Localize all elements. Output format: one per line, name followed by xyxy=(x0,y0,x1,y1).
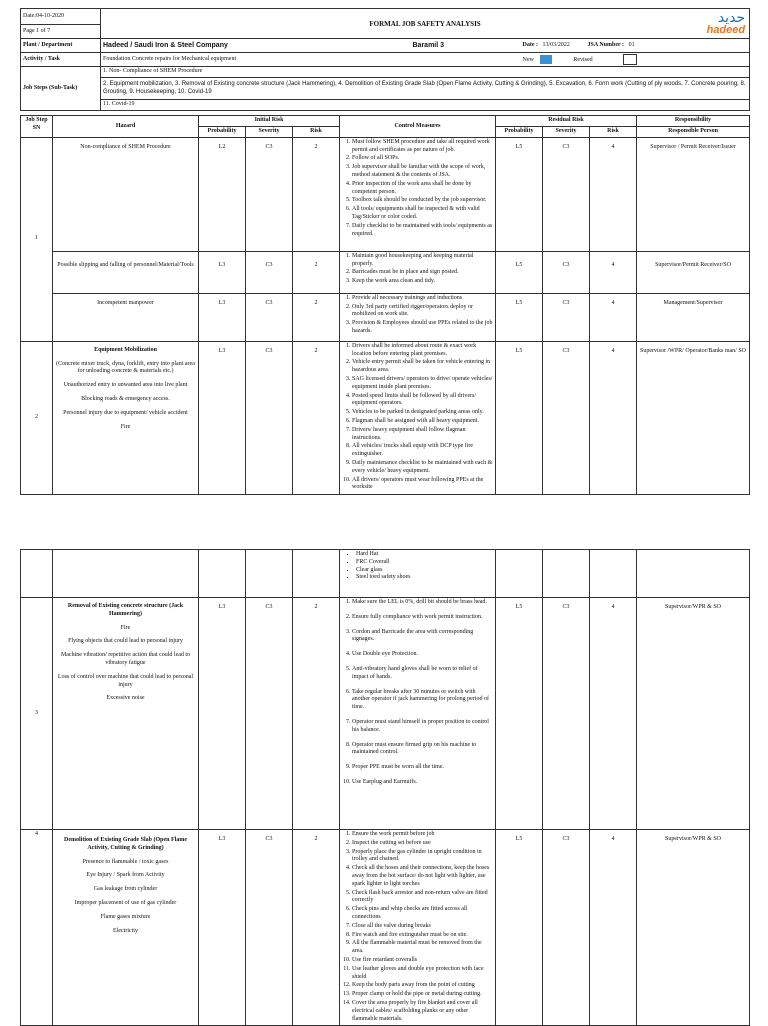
activity-label: Activity / Task xyxy=(21,53,101,67)
res-severity: C3 xyxy=(543,598,590,830)
init-risk: 2 xyxy=(293,341,340,494)
res-risk: 4 xyxy=(590,341,637,494)
list-item: 8. Fire watch and fire extinguisher must be on site. xyxy=(352,932,493,940)
list-item: 3. Keep the work area clean and tidy. xyxy=(352,278,493,286)
list-item: 2. Ensure fully compliance with work permit instruction. xyxy=(352,614,493,622)
header-table xyxy=(20,8,750,111)
responsible-person: Supervisor/WPR & SO xyxy=(637,598,750,830)
list-item: 6. Flagman shall be assigned with all heavy equipment. xyxy=(352,418,493,426)
hazard-text: Equipment Mobilization (Concrete mixer truck, dyna, forklift, entry into plant area for unloading concrete & materials etc.) Unauthorized entry to unwanted area into live plant Blocking roads & emergency access. Personnel injury due to equipment/ vehicle accident Fire xyxy=(53,341,199,494)
list-item: 4. Use Double eye Protection. xyxy=(352,651,493,659)
page-2 xyxy=(20,549,749,1026)
table-row xyxy=(21,550,750,598)
date-field: Date : 13/03/2022 xyxy=(521,39,586,53)
hazard-item: Flying objects that could lead to personal injury xyxy=(68,638,183,645)
page-1 xyxy=(20,8,749,495)
list-item: • Clear glass xyxy=(356,567,493,575)
list-item: 1. Drivers shall be informed about route & exact work location before entering plant premises. xyxy=(352,343,493,359)
control-measures xyxy=(340,293,496,341)
jsa-table-page2 xyxy=(20,549,750,1026)
responsible-person: Supervisor/WPR & SO xyxy=(637,830,750,1026)
list-item: 9. Daily maintenance checklist to be maintained with each & every vehicle/ heavy equipment. xyxy=(352,460,493,476)
list-item: 2. Inspect the cutting set before use xyxy=(352,840,493,848)
col-severity: Severity xyxy=(246,126,293,137)
hazard-item: Presence to flammable / toxic gases xyxy=(82,858,169,865)
responsible-person: Supervisor / Permit Receiver/Issuer xyxy=(637,137,750,251)
list-item: 5. Check flash back arrestor and non-return valve are fitted correctly xyxy=(352,890,493,906)
revision-status: New Revised xyxy=(521,53,750,67)
init-probability: L3 xyxy=(199,830,246,1026)
res-severity: C3 xyxy=(543,830,590,1026)
revised-checkbox[interactable] xyxy=(623,54,637,65)
list-item: 7. Operator must stand himself in proper position to control his balance. xyxy=(352,719,493,735)
list-item: 8. Operator must ensure firmed grip on his machine to maintained control. xyxy=(352,742,493,758)
list-item: 1. Make sure the LEL is 0%, drill bit should be brass head. xyxy=(352,599,493,607)
init-severity: C3 xyxy=(246,598,293,830)
init-severity: C3 xyxy=(246,251,293,293)
hazard-text: Non-compliance of SHEM Procedure xyxy=(53,137,199,251)
table-row xyxy=(21,251,750,293)
page-label: Page 1 of 7 xyxy=(21,25,101,39)
list-item: 5. Anti-vibratory hand gloves shall be worn to relief of impact of hands. xyxy=(352,666,493,682)
hazard-text: Incompetent manpower xyxy=(53,293,199,341)
new-checkbox[interactable] xyxy=(540,55,552,64)
init-probability: L3 xyxy=(199,251,246,293)
init-probability: L3 xyxy=(199,293,246,341)
list-item: 3. Provision & Employees should use PPEs related to the job hazards. xyxy=(352,320,493,336)
hazard-text: Demolition of Existing Grade Slab (Open Flame Activity, Cutting & Grinding) Presence to flammable / toxic gases Eye Injury / Spark from Activity Gas leakage from cylinder Improper placement of use of gas cylinder Flame gases mixture Electricity xyxy=(53,830,199,1026)
list-item: • Hard Hat xyxy=(356,551,493,559)
list-item: 14. Cover the area properly by fire blanket and cover all electrical cables/ scaffolding planks or any other flammable materials. xyxy=(352,1000,493,1023)
hazard-item: Personnel injury due to equipment/ vehicle accident xyxy=(63,409,188,416)
res-risk: 4 xyxy=(590,251,637,293)
list-item: 3. SAG licensed drivers/ operators to drive/ operate vehicles/ equipment inside plant premises. xyxy=(352,376,493,392)
hadeed-logo: حديد hadeed xyxy=(706,10,746,36)
list-item: 3. Cordon and Barricade the area with corresponding signages. xyxy=(352,629,493,645)
hazard-text: Removal of Existing concrete structure (Jack Hammering) Fire Flying objects that could lead to personal injury Machine vibration/ repetitive action that could lead to vibratory fatigue Loss of control over machine that could lead to personal injury Excessive noise xyxy=(53,598,199,830)
step-sn: 4 xyxy=(21,830,53,1026)
init-risk: 2 xyxy=(293,137,340,251)
control-measures xyxy=(340,137,496,251)
list-item: 8. All vehicles/ trucks shall equip with DCP type fire extinguisher. xyxy=(352,443,493,459)
plant-label: Plant / Department xyxy=(21,39,101,53)
col-res-probability: Probability xyxy=(496,126,543,137)
control-measures xyxy=(340,341,496,494)
list-item: 6. All tools/ equipments shall be inspected & with valid Tag/Sticker or color coded. xyxy=(352,206,493,222)
res-probability: L5 xyxy=(496,830,543,1026)
list-item: 2. Only 3rd party certified rigger/operators deploy or mobilized on work site. xyxy=(352,304,493,320)
responsible-person: Management/Supervisor xyxy=(637,293,750,341)
list-item: 6. Take regular breaks after 30 minutes or switch with another operator if jack hammering for prolong period of time. xyxy=(352,689,493,712)
list-item: 10. Use fire retardant coveralls xyxy=(352,957,493,965)
control-measures xyxy=(340,251,496,293)
list-item: 7. Drivers/ heavy equipment shall follow flagman instructions. xyxy=(352,427,493,443)
control-measures xyxy=(340,598,496,830)
list-item: 9. All the flammable material must be removed from the area. xyxy=(352,940,493,956)
col-residual-risk: Residual Risk xyxy=(496,116,637,127)
res-risk: 4 xyxy=(590,293,637,341)
list-item: 5. Toolbox talk should be conducted by the job supervisor. xyxy=(352,197,493,205)
list-item: 1. Ensure the work permit before job xyxy=(352,831,493,839)
list-item: 2. Barricades must be in place and sign posted. xyxy=(352,269,493,277)
table-row xyxy=(21,293,750,341)
init-risk: 2 xyxy=(293,598,340,830)
init-severity: C3 xyxy=(246,137,293,251)
step-sn: 2 xyxy=(21,341,53,494)
col-initial-risk: Initial Risk xyxy=(199,116,340,127)
res-probability: L5 xyxy=(496,598,543,830)
col-res-risk: Risk xyxy=(590,126,637,137)
hazard-item: Loss of control over machine that could lead to personal injury xyxy=(57,673,194,688)
list-item: 12. Keep the body parts away from the point of cutting xyxy=(352,982,493,990)
list-item: 4. Check all the hoses and their connections, keep the hoses away from the hot surface/ do not light with lighter, use spark lighter to light torches xyxy=(352,865,493,888)
list-item: 6. Check pins and whip checks are fitted across all connections xyxy=(352,906,493,922)
list-item: 10. Use Earplug and Earmuffs. xyxy=(352,779,493,787)
hazard-item: Flame gases mixture xyxy=(100,913,151,920)
table-row xyxy=(21,341,750,494)
res-risk: 4 xyxy=(590,830,637,1026)
res-probability: L5 xyxy=(496,251,543,293)
list-item: • Steel toed safety shoes xyxy=(356,574,493,582)
col-job-step: Job Step SN xyxy=(21,116,53,138)
res-risk: 4 xyxy=(590,137,637,251)
col-hazard: Hazard xyxy=(53,116,199,138)
document-title: FORMAL JOB SAFETY ANALYSIS xyxy=(369,19,481,28)
col-person: Responsible Person xyxy=(637,126,750,137)
step-sn: 3 xyxy=(21,598,53,830)
col-probability: Probability xyxy=(199,126,246,137)
table-row xyxy=(21,598,750,830)
jsa-table-page1 xyxy=(20,115,750,495)
res-risk: 4 xyxy=(590,598,637,830)
hazard-item: Unauthorized entry to unwanted area into live plant xyxy=(63,382,188,389)
list-item: 3. Properly place the gas cylinder in upright condition in trolley and chained. xyxy=(352,849,493,865)
list-item: 3. Job supervisor shall be familiar with the scope of work, method statement & the contents of JSA. xyxy=(352,164,493,180)
init-risk: 2 xyxy=(293,293,340,341)
init-probability: L2 xyxy=(199,137,246,251)
hazard-item: Excessive noise xyxy=(106,695,145,702)
list-item: 4. Posted speed limits shall be followed by all drivers/ equipment operators. xyxy=(352,393,493,409)
responsible-person: Supervisor /WPR/ Operator/Banks man/ SO xyxy=(637,341,750,494)
hazard-item: Gas leakage from cylinder xyxy=(93,886,158,893)
table-row xyxy=(21,830,750,1026)
col-control: Control Measures xyxy=(340,116,496,138)
init-severity: C3 xyxy=(246,341,293,494)
list-item: 13. Proper clamp or hold the pipe or metal during cutting. xyxy=(352,991,493,999)
res-severity: C3 xyxy=(543,341,590,494)
res-probability: L5 xyxy=(496,293,543,341)
title-cell xyxy=(101,9,750,39)
ppe-list xyxy=(340,550,496,598)
list-item: 1. Must follow SHEM procedure and take all required work permit and certificates as per nature of job. xyxy=(352,139,493,155)
col-res-severity: Severity xyxy=(543,126,590,137)
list-item: 4. Prior inspection of the work area shall be done by competent person. xyxy=(352,181,493,197)
list-item: 1. Maintain good housekeeping and keeping material properly. xyxy=(352,253,493,269)
jsa-number: JSA Number : 01 xyxy=(586,39,750,53)
date-label: Date:04-10-2020 xyxy=(21,9,101,25)
init-risk: 2 xyxy=(293,251,340,293)
list-item: 5. Vehicles to be parked in designated parking areas only. xyxy=(352,409,493,417)
res-probability: L5 xyxy=(496,341,543,494)
res-severity: C3 xyxy=(543,293,590,341)
init-risk: 2 xyxy=(293,830,340,1026)
location-value: Baramil 3 xyxy=(411,39,521,53)
step-sn: 1 xyxy=(21,137,53,341)
steps-label: Job Steps (Sub-Task) xyxy=(21,67,101,111)
init-probability: L3 xyxy=(199,341,246,494)
list-item: 7. Close all the valve during breaks xyxy=(352,923,493,931)
hazard-item: Machine vibration/ repetitive action that could lead to vibratory fatigue xyxy=(60,652,191,666)
hazard-item: Eye Injury / Spark from Activity xyxy=(86,872,165,879)
hazard-item: (Concrete mixer truck, dyna, forklift, entry into plant area for unloading concrete & materials etc.) xyxy=(56,360,195,375)
hazard-item: Electricity xyxy=(113,927,138,934)
hazard-text: Possible slipping and falling of personnel/Material/Tools xyxy=(53,251,199,293)
res-probability: L5 xyxy=(496,137,543,251)
hazard-item: Fire xyxy=(120,624,131,631)
list-item: 1. Provide all necessary trainings and inductions xyxy=(352,295,493,303)
list-item: • FRC Coverall xyxy=(356,559,493,567)
activity-value: Foundation Concrete repairs for Mechanical equipment xyxy=(101,53,521,67)
list-item: 2. Vehicle entry permit shall be taken for vehicle entering in hazardous area. xyxy=(352,359,493,375)
plant-value: Hadeed / Saudi Iron & Steel Company xyxy=(101,39,411,53)
res-severity: C3 xyxy=(543,251,590,293)
init-severity: C3 xyxy=(246,830,293,1026)
hazard-item: Blocking roads & emergency access. xyxy=(81,395,170,402)
list-item: 2. Follow of all SOPs. xyxy=(352,155,493,163)
col-responsibility: Responsibility xyxy=(637,116,750,127)
init-probability: L3 xyxy=(199,598,246,830)
col-risk: Risk xyxy=(293,126,340,137)
control-measures xyxy=(340,830,496,1026)
list-item: 10. All drivers/ operators must wear following PPEs at the worksite xyxy=(352,477,493,493)
hazard-item: Fire xyxy=(120,423,131,430)
steps-list: 1. Non- Compliance of SHEM Procedure 2. Equipment mobilization, 3. Removal of Existing concrete structure (Jack Hammering), 4. Demolition of Existing Grade Slab (Open Flame Activity, Cutting & Grinding), 5. Excavation, 6. Form work (Cutting of ply woods, 7. Concrete pouring, 8. Grouting, 9. Housekeeping, 10. Covid-19 11. Covid-19 xyxy=(101,67,750,111)
init-severity: C3 xyxy=(246,293,293,341)
hazard-item: Improper placement of use of gas cylinder xyxy=(74,899,177,906)
list-item: 7. Daily checklist to be maintained with tools/ equipments as required. xyxy=(352,223,493,239)
list-item: 9. Proper PPE must be worn all the time. xyxy=(352,764,493,772)
list-item: 11. Use leather gloves and double eye protection with face shield xyxy=(352,966,493,982)
table-row xyxy=(21,137,750,251)
res-severity: C3 xyxy=(543,137,590,251)
responsible-person: Supervisor/Permit Receiver/SO xyxy=(637,251,750,293)
